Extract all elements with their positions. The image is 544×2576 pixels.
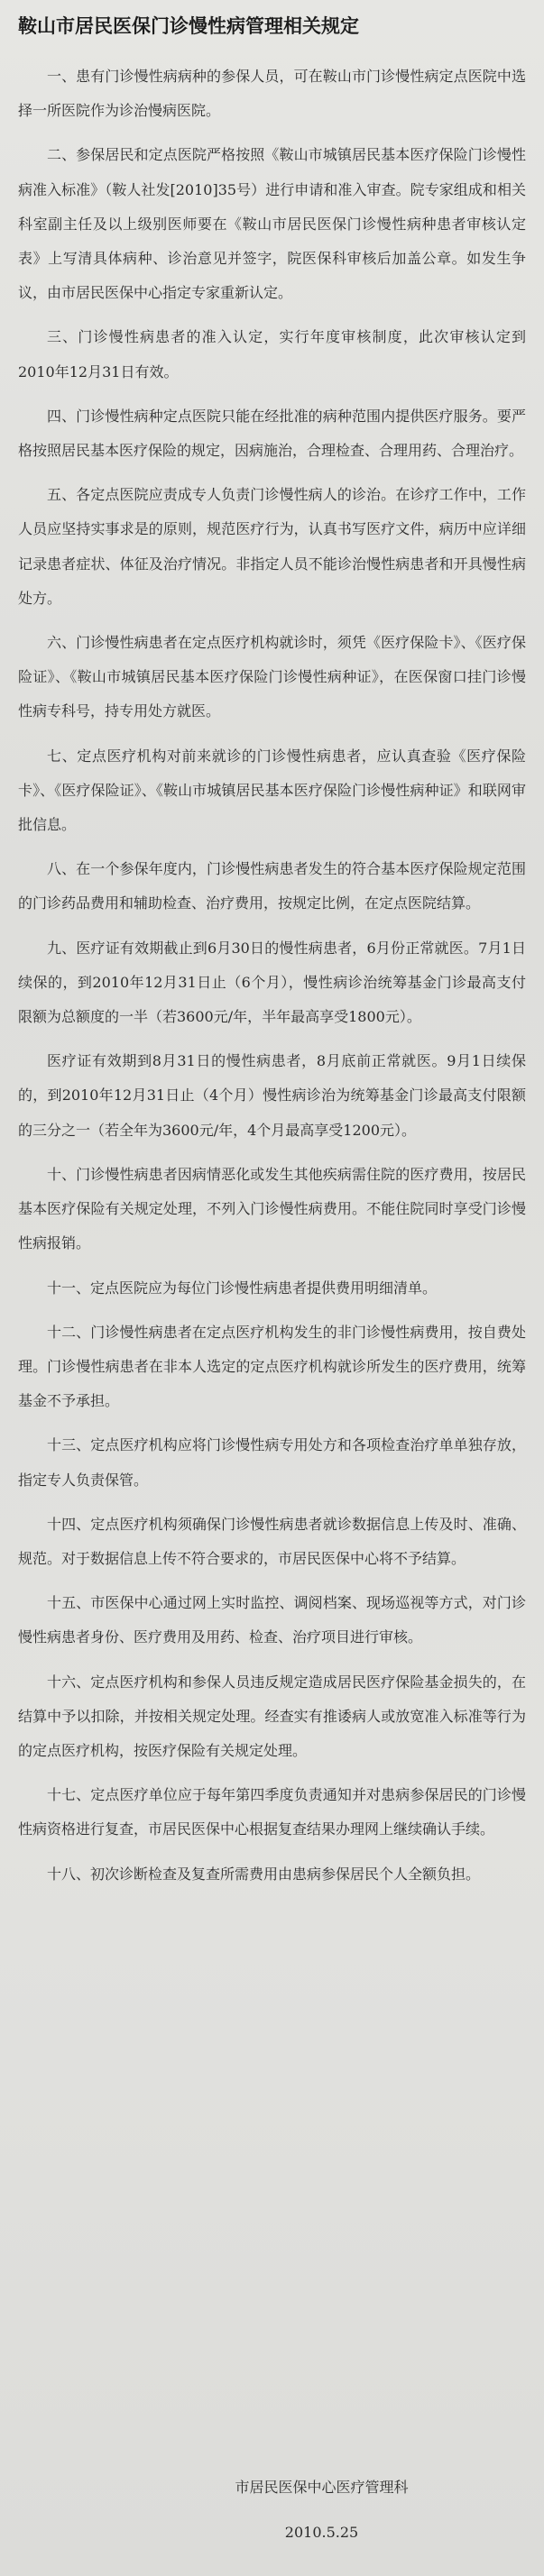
clause-6: 六、门诊慢性病患者在定点医疗机构就诊时，须凭《医疗保险卡》、《医疗保险证》、《鞍山市城镇居民基本医疗保险门诊慢性病种证》，在医保窗口挂门诊慢性病专科号，持专用处方就医。	[18, 634, 526, 720]
clause-14: 十四、定点医疗机构须确保门诊慢性病患者就诊数据信息上传及时、准确、规范。对于数据信息上传不符合要求的，市居民医保中心将不予结算。	[18, 1515, 526, 1567]
signature-department: 市居民医保中心医疗管理科	[235, 2479, 409, 2496]
clause-2: 二、参保居民和定点医院严格按照《鞍山市城镇居民基本医疗保险门诊慢性病准入标准》（鞍人社发[2010]35号）进行申请和准入审查。院专家组成和相关科室副主任及以上级别医师要在《鞍山市居民医保门诊慢性病种患者审核认定表》上写清具体病种、诊治意见并签字，院医保科审核后加盖公章。如发生争议，由市居民医保中心指定专家重新认定。	[18, 146, 526, 302]
clause-18: 十八、初次诊断检查及复查所需费用由患病参保居民个人全额负担。	[47, 1865, 481, 1883]
clause-8: 八、在一个参保年度内，门诊慢性病患者发生的符合基本医疗保险规定范围的门诊药品费用和辅助检查、治疗费用，按规定比例，在定点医院结算。	[18, 860, 526, 912]
signature-date: 2010.5.25	[284, 2524, 359, 2541]
clause-17: 十七、定点医疗单位应于每年第四季度负责通知并对患病参保居民的门诊慢性病资格进行复查，市居民医保中心根据复查结果办理网上继续确认手续。	[18, 1786, 526, 1838]
document-title: 鞍山市居民医保门诊慢性病管理相关规定	[18, 15, 359, 37]
clause-10: 十、门诊慢性病患者因病情恶化或发生其他疾病需住院的医疗费用，按居民基本医疗保险有关规定处理，不列入门诊慢性病费用。不能住院同时享受门诊慢性病报销。	[18, 1165, 526, 1252]
clause-4: 四、门诊慢性病种定点医院只能在经批准的病种范围内提供医疗服务。要严格按照居民基本医疗保险的规定，因病施治，合理检查、合理用药、合理治疗。	[18, 407, 526, 460]
clause-11: 十一、定点医院应为每位门诊慢性病患者提供费用明细清单。	[47, 1279, 438, 1297]
clause-5: 五、各定点医院应责成专人负责门诊慢性病人的诊治。在诊疗工作中，工作人员应坚持实事求是的原则，规范医疗行为，认真书写医疗文件，病历中应详细记录患者症状、体征及治疗情况。非指定人员不能诊治慢性病患者和开具慢性病处方。	[18, 486, 526, 607]
clause-1: 一、患有门诊慢性病病种的参保人员，可在鞍山市门诊慢性病定点医院中选择一所医院作为诊治慢病医院。	[18, 68, 526, 120]
clause-13: 十三、定点医疗机构应将门诊慢性病专用处方和各项检查治疗单单独存放，指定专人负责保管。	[18, 1436, 526, 1489]
clause-9: 九、医疗证有效期截止到6月30日的慢性病患者，6月份正常就医。7月1日续保的，到2010年12月31日止（6个月），慢性病诊治统筹基金门诊最高支付限额为总额度的一半（若3600元/年，半年最高享受1800元）。	[18, 939, 526, 1026]
clause-3: 三、门诊慢性病患者的准入认定，实行年度审核制度，此次审核认定到2010年12月31日有效。	[18, 328, 526, 380]
clause-7: 七、定点医疗机构对前来就诊的门诊慢性病患者，应认真查验《医疗保险卡》、《医疗保险证》、《鞍山市城镇居民基本医疗保险门诊慢性病种证》和联网审批信息。	[18, 747, 526, 834]
clause-16: 十六、定点医疗机构和参保人员违反规定造成居民医疗保险基金损失的，在结算中予以扣除，并按相关规定处理。经查实有推诿病人或放宽准入标准等行为的定点医疗机构，按医疗保险有关规定处理。	[18, 1673, 526, 1759]
clause-9-continued: 医疗证有效期到8月31日的慢性病患者，8月底前正常就医。9月1日续保的，到2010年12月31日止（4个月）慢性病诊治为统筹基金门诊最高支付限额的三分之一（若全年为3600元/年，4个月最高享受1200元）。	[18, 1052, 526, 1139]
clause-15: 十五、市医保中心通过网上实时监控、调阅档案、现场巡视等方式，对门诊慢性病患者身份、医疗费用及用药、检查、治疗项目进行审核。	[18, 1594, 526, 1646]
clause-12: 十二、门诊慢性病患者在定点医疗机构发生的非门诊慢性病费用，按自费处理。门诊慢性病患者在非本人选定的定点医疗机构就诊所发生的医疗费用，统筹基金不予承担。	[18, 1323, 526, 1410]
